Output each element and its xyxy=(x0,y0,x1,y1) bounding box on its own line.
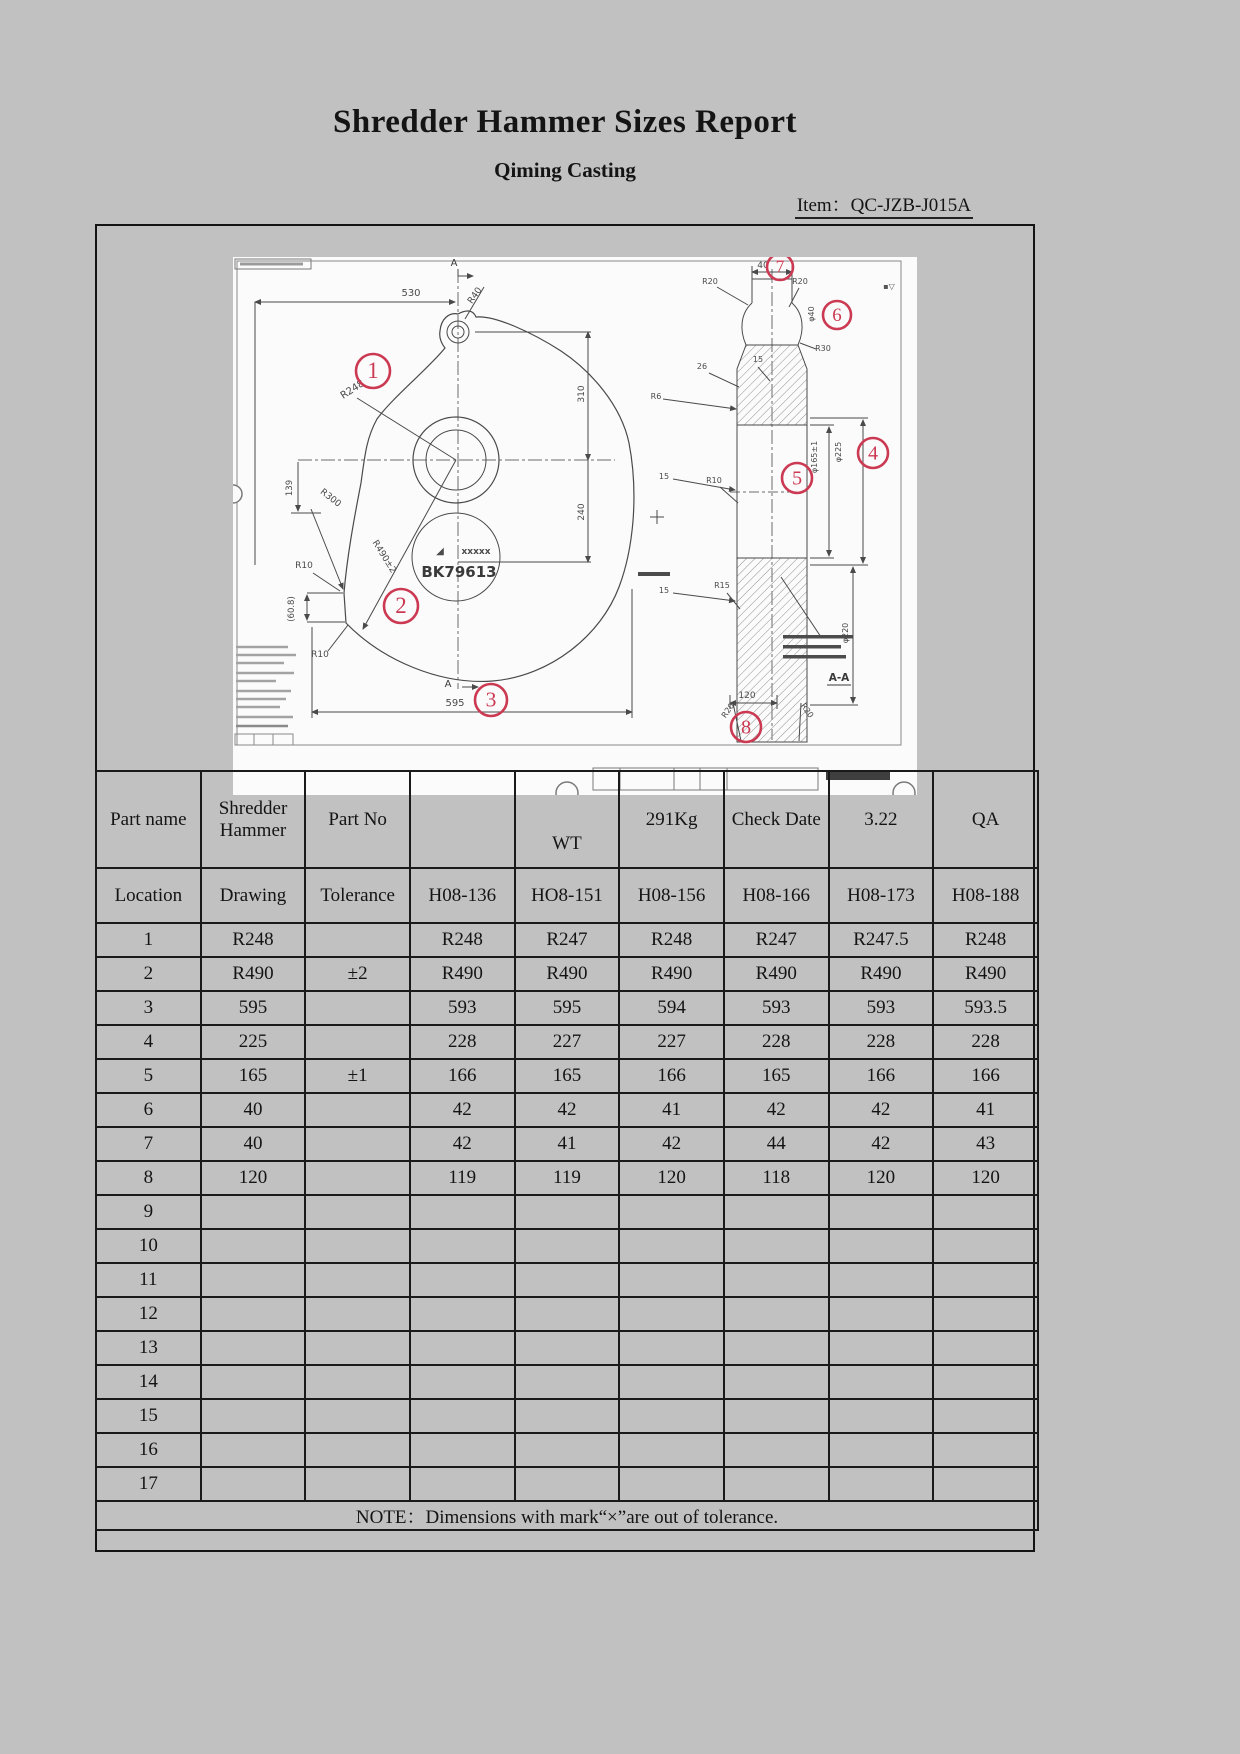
table-cell xyxy=(305,1263,410,1297)
table-cell: 43 xyxy=(933,1127,1038,1161)
drawing-label: R490±2 xyxy=(369,538,398,576)
table-cell xyxy=(619,1331,724,1365)
table-row xyxy=(96,1127,1038,1161)
table-cell: 228 xyxy=(933,1025,1038,1059)
svg-text:4: 4 xyxy=(867,442,879,465)
table-cell: R247 xyxy=(724,923,829,957)
drawing-label: R10 xyxy=(311,650,329,660)
table-cell xyxy=(410,1331,515,1365)
table-cell: R248 xyxy=(619,923,724,957)
table-cell xyxy=(201,1229,306,1263)
drawing-label: 26 xyxy=(696,362,708,371)
table-cell: Part No xyxy=(305,771,410,868)
table-cell: 10 xyxy=(96,1229,201,1263)
table-cell xyxy=(933,1229,1038,1263)
table-cell: R490 xyxy=(619,957,724,991)
table-cell: 5 xyxy=(96,1059,201,1093)
table-cell: 594 xyxy=(619,991,724,1025)
table-cell: 44 xyxy=(724,1127,829,1161)
table-cell: 42 xyxy=(829,1127,934,1161)
drawing-label: 15 xyxy=(752,355,764,364)
table-cell: 165 xyxy=(724,1059,829,1093)
table-cell xyxy=(829,1467,934,1501)
table-cell: 11 xyxy=(96,1263,201,1297)
svg-text:7: 7 xyxy=(775,257,785,277)
table-cell xyxy=(619,1263,724,1297)
table-cell: 16 xyxy=(96,1433,201,1467)
drawing-label: R10 xyxy=(706,476,722,485)
table-cell xyxy=(515,1297,620,1331)
drawing-label: R20 xyxy=(719,701,737,720)
drawing-label: φ225 xyxy=(834,441,843,463)
table-cell: 3.22 xyxy=(829,771,934,868)
item-label: Item：QC-JZB-J015A xyxy=(795,195,973,219)
table-cell: R248 xyxy=(410,923,515,957)
drawing-label: A xyxy=(450,258,458,269)
table-cell: 120 xyxy=(933,1161,1038,1195)
svg-text:5: 5 xyxy=(791,467,803,490)
table-row xyxy=(96,1365,1038,1399)
table-cell xyxy=(829,1365,934,1399)
table-cell: 42 xyxy=(410,1127,515,1161)
table-cell: 593.5 xyxy=(933,991,1038,1025)
table-cell: 291Kg xyxy=(619,771,724,868)
table-cell xyxy=(724,1229,829,1263)
drawing-label: φ165±1 xyxy=(810,440,819,474)
table-cell xyxy=(305,923,410,957)
table-cell: 228 xyxy=(410,1025,515,1059)
table-cell: 228 xyxy=(724,1025,829,1059)
table-cell: 120 xyxy=(829,1161,934,1195)
table-cell xyxy=(515,1263,620,1297)
table-cell xyxy=(933,1399,1038,1433)
table-cell xyxy=(933,1365,1038,1399)
table-row xyxy=(96,1229,1038,1263)
drawing-label: R30 xyxy=(815,344,831,353)
drawing-label: 139 xyxy=(285,479,295,497)
table-cell: Part name xyxy=(96,771,201,868)
table-cell: 7 xyxy=(96,1127,201,1161)
table-cell xyxy=(305,1297,410,1331)
table-cell: Location xyxy=(96,868,201,923)
table-cell: WT xyxy=(515,771,620,868)
table-cell xyxy=(619,1229,724,1263)
table-cell xyxy=(201,1331,306,1365)
table-row xyxy=(96,1331,1038,1365)
table-cell: R248 xyxy=(933,923,1038,957)
table-cell: 166 xyxy=(933,1059,1038,1093)
table-cell: 14 xyxy=(96,1365,201,1399)
table-cell xyxy=(201,1433,306,1467)
table-cell xyxy=(619,1399,724,1433)
table-cell: 1 xyxy=(96,923,201,957)
table-cell: 166 xyxy=(619,1059,724,1093)
table-cell: H08-166 xyxy=(724,868,829,923)
table-cell xyxy=(724,1263,829,1297)
table-cell xyxy=(305,1195,410,1229)
table-cell xyxy=(410,771,515,868)
table-cell xyxy=(829,1263,934,1297)
drawing-label: R15 xyxy=(714,581,730,590)
table-cell: H08-156 xyxy=(619,868,724,923)
table-cell: R490 xyxy=(829,957,934,991)
table-cell xyxy=(619,1195,724,1229)
table-row xyxy=(96,868,1038,923)
drawing-label: R248 xyxy=(338,378,367,402)
table-cell: ±1 xyxy=(305,1059,410,1093)
table-cell: Check Date xyxy=(724,771,829,868)
drawing-label: A xyxy=(444,679,452,690)
table-cell: 41 xyxy=(933,1093,1038,1127)
drawing-label: R10 xyxy=(295,561,313,571)
table-cell: 42 xyxy=(724,1093,829,1127)
table-row xyxy=(96,1059,1038,1093)
table-cell xyxy=(724,1433,829,1467)
table-cell xyxy=(933,1195,1038,1229)
table-row xyxy=(96,1161,1038,1195)
note-cell: NOTE：Dimensions with mark“×”are out of tolerance. xyxy=(96,1501,1038,1530)
table-cell: R490 xyxy=(410,957,515,991)
table-cell: 6 xyxy=(96,1093,201,1127)
table-cell xyxy=(201,1297,306,1331)
table-cell xyxy=(201,1467,306,1501)
table-cell xyxy=(305,1161,410,1195)
table-cell: H08-136 xyxy=(410,868,515,923)
table-cell xyxy=(410,1263,515,1297)
table-cell xyxy=(305,1093,410,1127)
table-cell: 118 xyxy=(724,1161,829,1195)
table-cell: 42 xyxy=(829,1093,934,1127)
table-cell: HO8-151 xyxy=(515,868,620,923)
table-cell: 41 xyxy=(619,1093,724,1127)
table-cell xyxy=(201,1399,306,1433)
table-row xyxy=(96,991,1038,1025)
table-cell: 166 xyxy=(410,1059,515,1093)
table-cell xyxy=(724,1331,829,1365)
table-cell: 42 xyxy=(410,1093,515,1127)
table-cell: 9 xyxy=(96,1195,201,1229)
table-cell: 3 xyxy=(96,991,201,1025)
drawing-label: 530 xyxy=(401,288,421,299)
table-cell: 40 xyxy=(201,1093,306,1127)
drawing-sheet xyxy=(233,257,917,795)
table-cell: 119 xyxy=(515,1161,620,1195)
drawing-label: R20 xyxy=(798,701,816,720)
svg-text:3: 3 xyxy=(485,687,497,712)
table-cell xyxy=(410,1297,515,1331)
table-row xyxy=(96,1467,1038,1501)
table-cell xyxy=(933,1263,1038,1297)
table-cell: 120 xyxy=(619,1161,724,1195)
table-cell: QA xyxy=(933,771,1038,868)
table-cell: H08-173 xyxy=(829,868,934,923)
table-cell: 13 xyxy=(96,1331,201,1365)
table-row xyxy=(96,1433,1038,1467)
table-cell xyxy=(515,1195,620,1229)
table-cell xyxy=(305,1331,410,1365)
drawing-label: R6 xyxy=(650,392,662,401)
table-cell xyxy=(515,1331,620,1365)
note-row xyxy=(96,1501,1038,1530)
table-cell: R248 xyxy=(201,923,306,957)
table-cell xyxy=(829,1297,934,1331)
drawing-label: BK79613 xyxy=(421,563,497,581)
table-cell xyxy=(619,1365,724,1399)
table-cell: 42 xyxy=(515,1093,620,1127)
drawing-label: 40 xyxy=(757,261,769,271)
table-cell xyxy=(410,1229,515,1263)
table-cell xyxy=(515,1229,620,1263)
table-cell xyxy=(305,1467,410,1501)
table-cell xyxy=(619,1467,724,1501)
table-cell: 120 xyxy=(201,1161,306,1195)
table-cell xyxy=(829,1195,934,1229)
page-subtitle: Qiming Casting xyxy=(494,158,636,182)
table-cell xyxy=(829,1399,934,1433)
table-cell: 4 xyxy=(96,1025,201,1059)
table-cell xyxy=(305,1433,410,1467)
table-cell: H08-188 xyxy=(933,868,1038,923)
table-cell xyxy=(410,1433,515,1467)
table-cell: 17 xyxy=(96,1467,201,1501)
table-cell xyxy=(829,1433,934,1467)
table-cell xyxy=(724,1399,829,1433)
table-cell xyxy=(410,1195,515,1229)
drawing-label: (60.8) xyxy=(287,596,297,622)
svg-text:2: 2 xyxy=(395,593,407,619)
table-cell xyxy=(201,1195,306,1229)
drawing-label: R20 xyxy=(792,277,808,286)
table-cell xyxy=(724,1297,829,1331)
table-cell: 228 xyxy=(829,1025,934,1059)
table-row xyxy=(96,1195,1038,1229)
table-cell: R490 xyxy=(724,957,829,991)
table-cell: ±2 xyxy=(305,957,410,991)
table-cell xyxy=(829,1229,934,1263)
table-cell xyxy=(619,1433,724,1467)
table-cell xyxy=(305,991,410,1025)
table-cell xyxy=(305,1025,410,1059)
drawing-label: 595 xyxy=(445,698,465,709)
drawing-label: ◢ xyxy=(436,546,444,557)
drawing-label: φ220 xyxy=(841,622,850,644)
table-cell: 2 xyxy=(96,957,201,991)
table-cell: 15 xyxy=(96,1399,201,1433)
drawing-label: A-A xyxy=(828,672,850,684)
table-cell: Tolerance xyxy=(305,868,410,923)
table-row xyxy=(96,1093,1038,1127)
drawing-label: 15 xyxy=(658,586,670,595)
table-cell: 166 xyxy=(829,1059,934,1093)
table-cell: 593 xyxy=(724,991,829,1025)
table-cell: 595 xyxy=(515,991,620,1025)
table-cell xyxy=(201,1365,306,1399)
page-title: Shredder Hammer Sizes Report xyxy=(332,104,798,140)
table-cell: 595 xyxy=(201,991,306,1025)
item-line xyxy=(95,190,973,217)
table-cell xyxy=(619,1297,724,1331)
table-cell: R247 xyxy=(515,923,620,957)
drawing-label: xxxxx xyxy=(461,547,491,557)
table-cell: R490 xyxy=(515,957,620,991)
table-row xyxy=(96,957,1038,991)
table-cell: 227 xyxy=(515,1025,620,1059)
technical-drawing-svg xyxy=(233,257,917,795)
table-cell xyxy=(724,1467,829,1501)
table-row xyxy=(96,1263,1038,1297)
table-cell xyxy=(724,1365,829,1399)
svg-text:8: 8 xyxy=(740,716,752,739)
table-cell xyxy=(410,1399,515,1433)
table-cell: 41 xyxy=(515,1127,620,1161)
table-cell: 593 xyxy=(829,991,934,1025)
drawing-label: R300 xyxy=(317,487,343,510)
drawing-label: 240 xyxy=(577,503,587,521)
table-cell: 165 xyxy=(201,1059,306,1093)
svg-text:1: 1 xyxy=(367,358,379,384)
svg-text:6: 6 xyxy=(832,304,842,326)
table-cell xyxy=(305,1127,410,1161)
table-row xyxy=(96,1399,1038,1433)
table-cell: 12 xyxy=(96,1297,201,1331)
table-cell: Drawing xyxy=(201,868,306,923)
table-cell: R247.5 xyxy=(829,923,934,957)
table-cell: 225 xyxy=(201,1025,306,1059)
table-row xyxy=(96,771,1038,868)
table-cell: 42 xyxy=(619,1127,724,1161)
table-row xyxy=(96,1025,1038,1059)
drawing-label: 120 xyxy=(738,691,756,701)
table-row xyxy=(96,1297,1038,1331)
table-cell xyxy=(515,1399,620,1433)
table-cell xyxy=(829,1331,934,1365)
table-cell xyxy=(305,1399,410,1433)
drawing-label: R20 xyxy=(702,277,718,286)
table-cell xyxy=(201,1263,306,1297)
table-cell: R490 xyxy=(933,957,1038,991)
table-cell xyxy=(933,1433,1038,1467)
table-cell xyxy=(515,1467,620,1501)
table-cell: Shredder Hammer xyxy=(201,771,306,868)
table-cell: 8 xyxy=(96,1161,201,1195)
drawing-label: φ40 xyxy=(807,306,816,322)
table-cell xyxy=(933,1331,1038,1365)
drawing-label: 310 xyxy=(577,385,587,403)
table-cell xyxy=(305,1229,410,1263)
table-cell xyxy=(305,1365,410,1399)
table-cell xyxy=(515,1433,620,1467)
sizes-table xyxy=(95,770,1039,1531)
drawing-label: ▪▽ xyxy=(883,282,895,291)
table-cell xyxy=(933,1297,1038,1331)
table-cell xyxy=(515,1365,620,1399)
table-row xyxy=(96,923,1038,957)
table-cell: 227 xyxy=(619,1025,724,1059)
table-cell xyxy=(410,1467,515,1501)
table-cell xyxy=(410,1365,515,1399)
drawing-label: 15 xyxy=(658,472,670,481)
table-cell: R490 xyxy=(201,957,306,991)
table-cell xyxy=(933,1467,1038,1501)
table-cell: 40 xyxy=(201,1127,306,1161)
table-cell: 593 xyxy=(410,991,515,1025)
table-cell: 119 xyxy=(410,1161,515,1195)
drawing-label: R40 xyxy=(466,285,485,306)
document-frame xyxy=(95,224,1035,1552)
table-cell xyxy=(724,1195,829,1229)
table-cell: 165 xyxy=(515,1059,620,1093)
